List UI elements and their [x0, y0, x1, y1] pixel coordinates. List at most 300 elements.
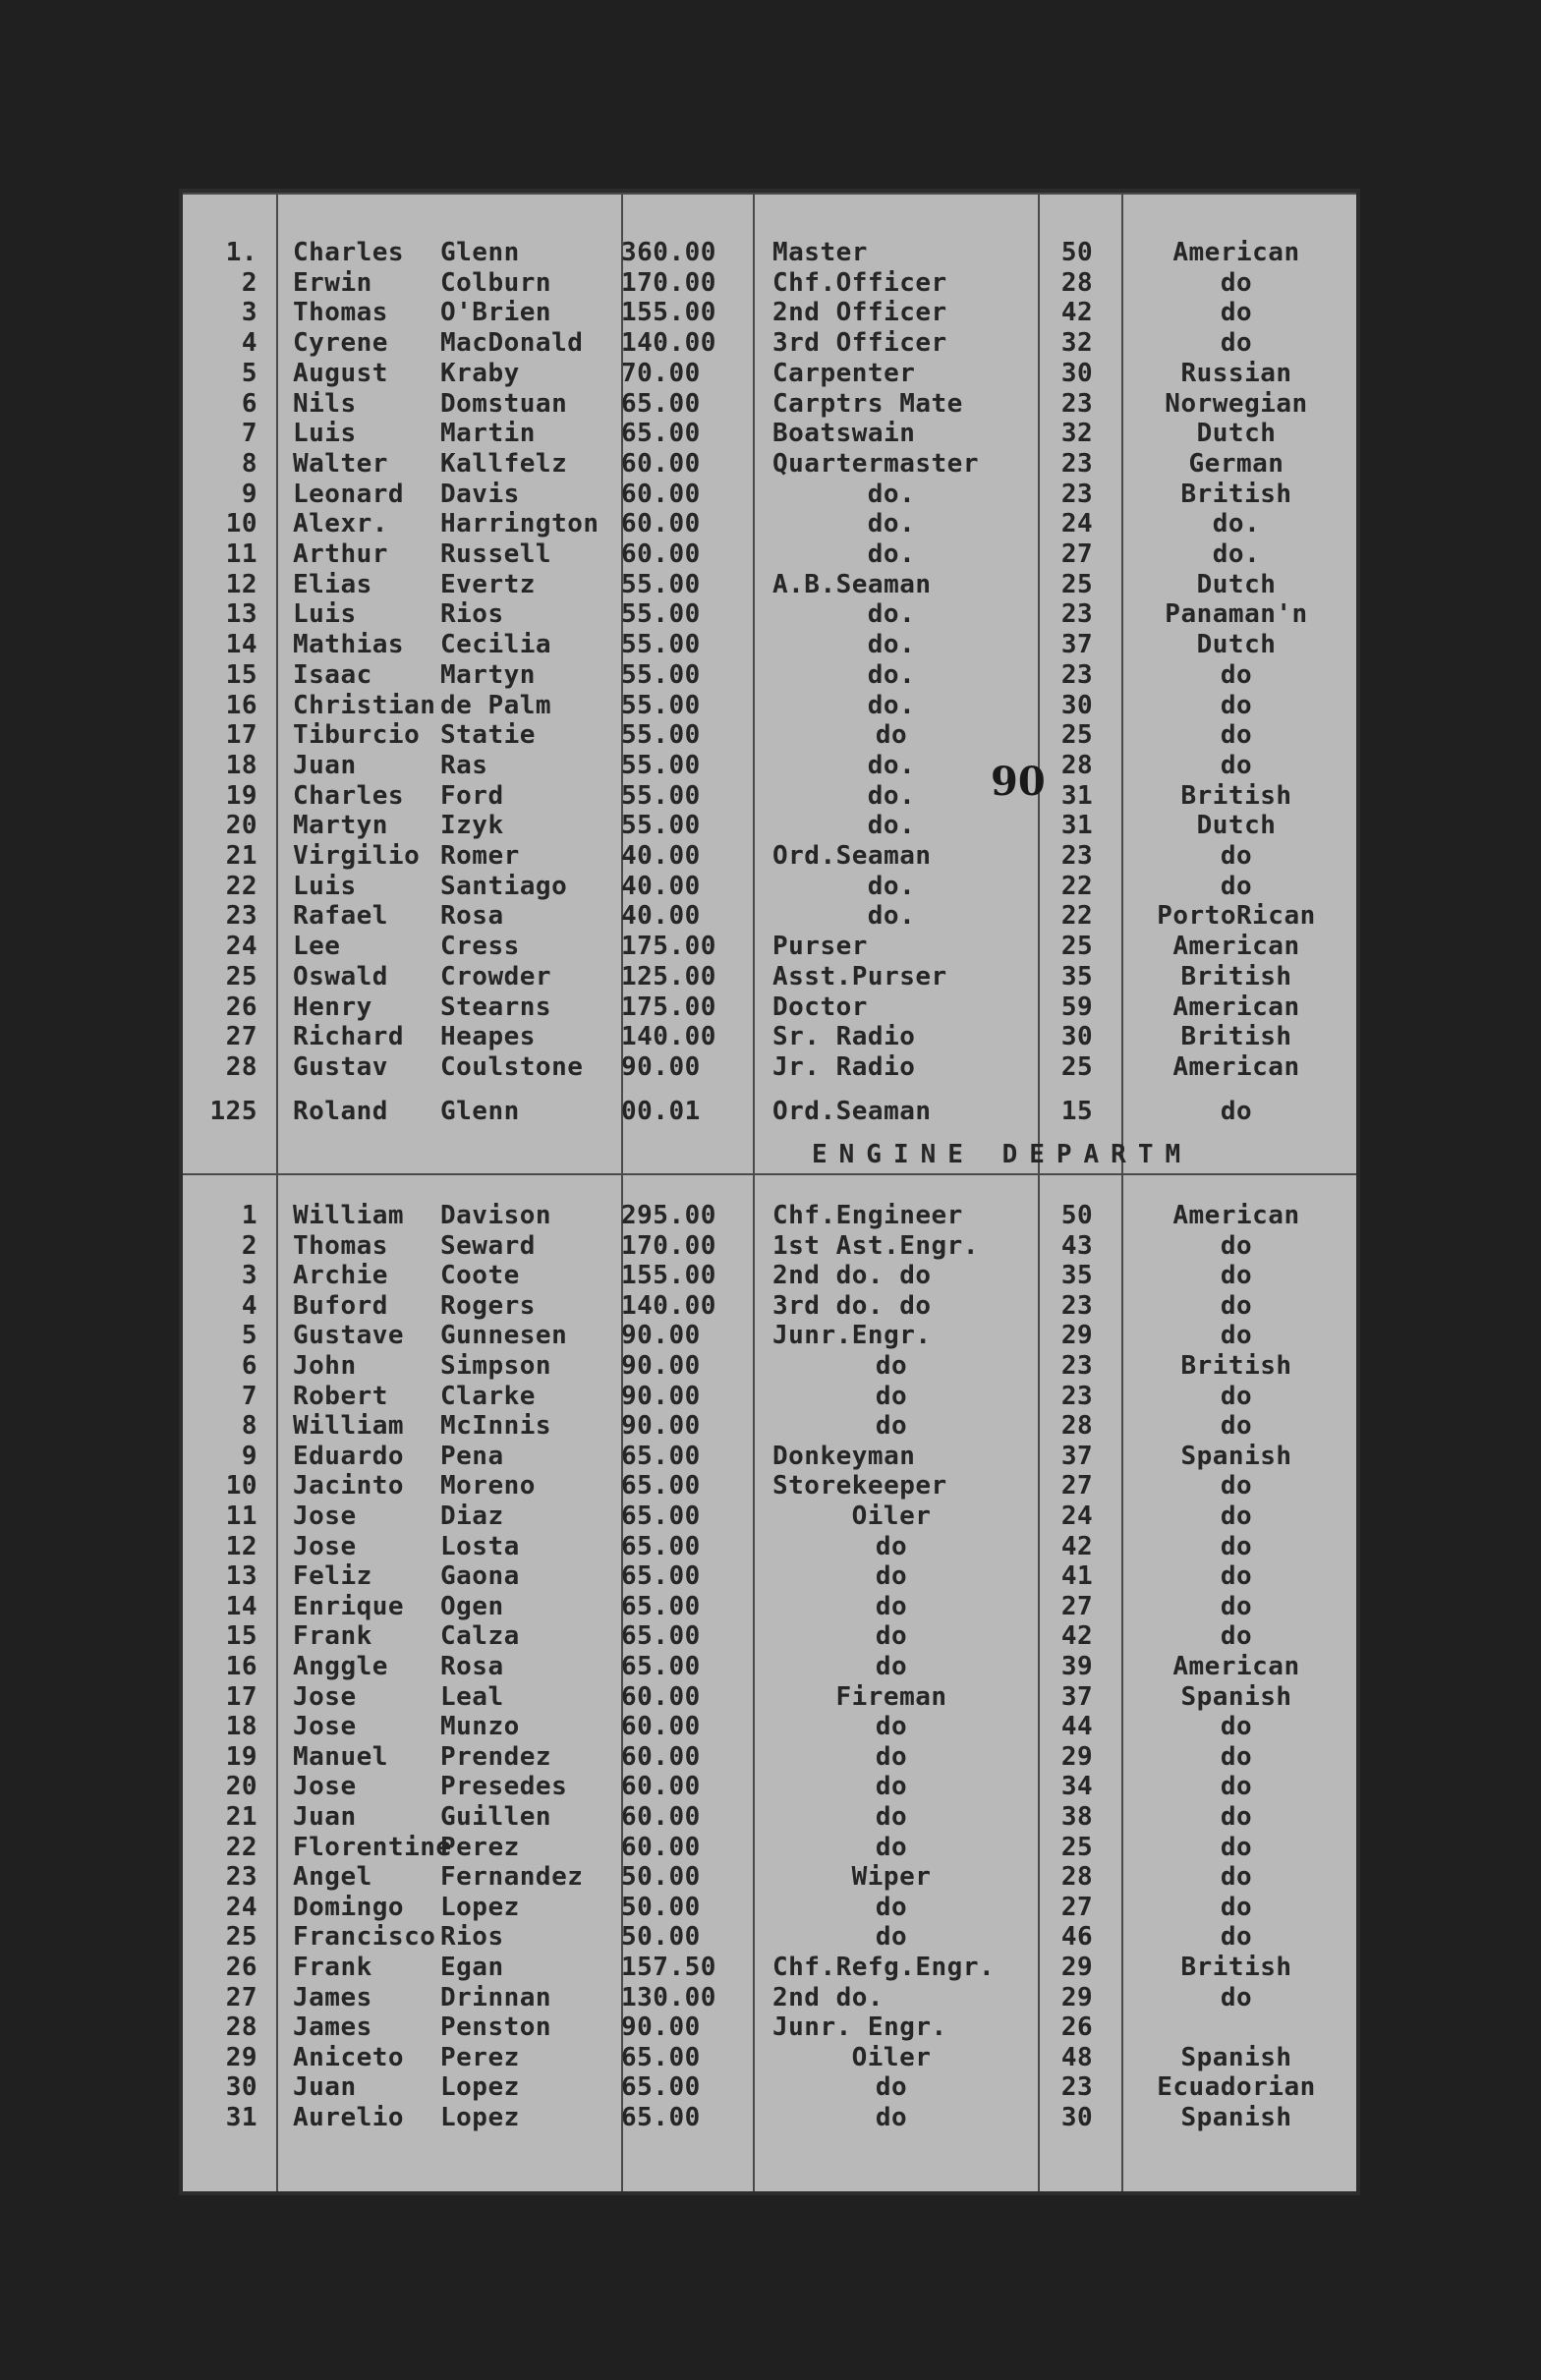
rating: do	[875, 2072, 908, 2103]
crew-number: 22	[225, 871, 257, 901]
crew-number: 5	[241, 358, 257, 388]
nationality: do	[1220, 1621, 1253, 1652]
age: 29	[1060, 1321, 1094, 1351]
crew-row	[183, 1893, 1356, 1922]
crew-row	[183, 480, 1356, 509]
rating: do	[875, 1621, 908, 1652]
first-name: Luis	[293, 871, 357, 901]
age: 28	[1060, 267, 1094, 298]
crew-number: 24	[225, 1892, 257, 1922]
rating: do	[875, 1411, 908, 1442]
crew-number: 28	[225, 2012, 257, 2043]
crew-number: 10	[225, 1471, 257, 1502]
age: 23	[1060, 1381, 1094, 1411]
crew-number: 125	[209, 1096, 257, 1126]
rating: Chf.Officer	[772, 267, 947, 298]
crew-number: 25	[225, 1922, 257, 1953]
nationality: British	[1180, 479, 1292, 509]
nationality: Norwegian	[1165, 388, 1308, 419]
rating: Boatswain	[772, 419, 916, 449]
last-name: Lopez	[440, 2072, 520, 2103]
monthly-wage: 65.00	[621, 1621, 701, 1652]
rating: do	[875, 1652, 908, 1681]
nationality: do	[1220, 1802, 1253, 1832]
first-name: Feliz	[293, 1561, 372, 1592]
rating: Fireman	[835, 1681, 947, 1712]
rating: do	[875, 2103, 908, 2132]
nationality: do	[1220, 720, 1253, 751]
age: 24	[1060, 1502, 1094, 1531]
crew-number: 1.	[225, 238, 257, 267]
crew-row	[183, 1351, 1356, 1381]
age: 28	[1060, 1862, 1094, 1893]
last-name: Cress	[440, 932, 520, 962]
nationality: do	[1220, 1471, 1253, 1502]
last-name: McInnis	[440, 1411, 552, 1442]
monthly-wage: 90.00	[621, 1411, 701, 1442]
crew-row	[183, 1022, 1356, 1051]
age: 48	[1060, 2042, 1094, 2072]
first-name: Walter	[293, 448, 388, 479]
first-name: Anggle	[293, 1652, 388, 1681]
age: 22	[1060, 901, 1094, 932]
monthly-wage: 60.00	[621, 509, 701, 539]
crew-row	[183, 691, 1356, 720]
first-name: Alexr.	[293, 509, 388, 539]
rating: do	[875, 1591, 908, 1621]
crew-number: 20	[225, 1772, 257, 1802]
first-name: Arthur	[293, 539, 388, 569]
rating: do.	[867, 811, 916, 841]
crew-row	[183, 1231, 1356, 1261]
age: 42	[1060, 298, 1094, 328]
nationality: do.	[1212, 509, 1261, 539]
crew-row	[183, 720, 1356, 750]
last-name: Perez	[440, 2042, 520, 2072]
crew-number: 13	[225, 599, 257, 630]
rating: do	[875, 1351, 908, 1381]
monthly-wage: 50.00	[621, 1862, 701, 1893]
monthly-wage: 65.00	[621, 2072, 701, 2103]
rating: Purser	[772, 932, 868, 962]
rating: 1st Ast.Engr.	[772, 1230, 979, 1261]
nationality: do	[1220, 1892, 1253, 1922]
section-rule	[183, 1173, 1356, 1175]
rating: Chf.Refg.Engr.	[772, 1953, 996, 1982]
last-name: MacDonald	[440, 328, 584, 359]
nationality: British	[1180, 780, 1292, 811]
nationality: do	[1220, 1982, 1253, 2012]
first-name: Gustave	[293, 1321, 405, 1351]
rating: Asst.Purser	[772, 961, 947, 992]
nationality: do	[1220, 841, 1253, 871]
last-name: Munzo	[440, 1712, 520, 1742]
crew-row	[183, 1772, 1356, 1801]
monthly-wage: 65.00	[621, 388, 701, 419]
nationality: do	[1220, 328, 1253, 359]
crew-row	[183, 1983, 1356, 2012]
nationality: Spanish	[1180, 1441, 1292, 1471]
crew-number: 24	[225, 932, 257, 962]
rating: do	[875, 1802, 908, 1832]
crew-number: 31	[225, 2103, 257, 2132]
crew-row	[183, 449, 1356, 479]
monthly-wage: 55.00	[621, 599, 701, 630]
first-name: Thomas	[293, 1230, 388, 1261]
first-name: Domingo	[293, 1892, 405, 1922]
age: 37	[1060, 630, 1094, 660]
nationality: American	[1172, 1051, 1300, 1082]
age: 32	[1060, 328, 1094, 359]
last-name: Rosa	[440, 1652, 504, 1681]
age: 37	[1060, 1681, 1094, 1712]
crew-row	[183, 389, 1356, 419]
nationality: Spanish	[1180, 2103, 1292, 2132]
crew-number: 6	[241, 1351, 257, 1381]
monthly-wage: 65.00	[621, 1502, 701, 1531]
nationality: American	[1172, 932, 1300, 962]
first-name: Henry	[293, 992, 372, 1022]
rating: do.	[867, 901, 916, 932]
first-name: Nils	[293, 388, 357, 419]
age: 31	[1060, 811, 1094, 841]
crew-number: 21	[225, 841, 257, 871]
crew-number: 14	[225, 1591, 257, 1621]
monthly-wage: 140.00	[621, 1290, 716, 1321]
age: 30	[1060, 1022, 1094, 1052]
last-name: Ogen	[440, 1591, 504, 1621]
monthly-wage: 140.00	[621, 328, 716, 359]
last-name: Lopez	[440, 2103, 520, 2132]
age: 41	[1060, 1561, 1094, 1592]
first-name: Charles	[293, 780, 405, 811]
age: 25	[1060, 569, 1094, 599]
crew-number: 3	[241, 1261, 257, 1291]
crew-row	[183, 1502, 1356, 1531]
age: 39	[1060, 1652, 1094, 1681]
last-name: Russell	[440, 539, 552, 569]
nationality: do	[1220, 1832, 1253, 1862]
last-name: Drinnan	[440, 1982, 552, 2012]
nationality: Dutch	[1196, 569, 1277, 599]
last-name: Penston	[440, 2012, 552, 2043]
crew-row	[183, 328, 1356, 358]
engine-department-header: ENGINE DEPARTM	[812, 1140, 1193, 1169]
crew-row	[183, 238, 1356, 267]
crew-row	[183, 630, 1356, 659]
crew-number: 26	[225, 1953, 257, 1982]
crew-row	[183, 1411, 1356, 1441]
last-name: Gunnesen	[440, 1321, 568, 1351]
crew-number: 27	[225, 1022, 257, 1052]
last-name: Lopez	[440, 1892, 520, 1922]
nationality: do	[1220, 690, 1253, 720]
age: 27	[1060, 1471, 1094, 1502]
first-name: Jose	[293, 1502, 357, 1531]
monthly-wage: 175.00	[621, 932, 716, 962]
last-name: Glenn	[440, 1096, 520, 1126]
rating: Junr.Engr.	[772, 1321, 932, 1351]
age: 44	[1060, 1712, 1094, 1742]
monthly-wage: 65.00	[621, 1561, 701, 1592]
monthly-wage: 50.00	[621, 1892, 701, 1922]
last-name: Romer	[440, 841, 520, 871]
crew-row	[183, 1442, 1356, 1471]
crew-row	[183, 1561, 1356, 1591]
age: 23	[1060, 659, 1094, 690]
last-name: Heapes	[440, 1022, 536, 1052]
nationality: German	[1188, 448, 1284, 479]
age: 29	[1060, 1982, 1094, 2012]
last-name: Harrington	[440, 509, 599, 539]
age: 29	[1060, 1953, 1094, 1982]
crew-number: 23	[225, 901, 257, 932]
last-name: Kallfelz	[440, 448, 568, 479]
first-name: Juan	[293, 2072, 357, 2103]
first-name: Jose	[293, 1681, 357, 1712]
crew-row	[183, 509, 1356, 538]
first-name: Cyrene	[293, 328, 388, 359]
first-name: Virgilio	[293, 841, 421, 871]
nationality: do	[1220, 1411, 1253, 1442]
age: 28	[1060, 750, 1094, 780]
rating: do.	[867, 659, 916, 690]
nationality: do	[1220, 659, 1253, 690]
first-name: Mathias	[293, 630, 405, 660]
crew-row	[183, 1922, 1356, 1952]
first-name: Leonard	[293, 479, 405, 509]
rating: Ord.Seaman	[772, 1096, 932, 1126]
monthly-wage: 50.00	[621, 1922, 701, 1953]
first-name: Oswald	[293, 961, 388, 992]
crew-row	[183, 539, 1356, 569]
monthly-wage: 40.00	[621, 841, 701, 871]
age: 59	[1060, 992, 1094, 1022]
nationality: Spanish	[1180, 2042, 1292, 2072]
rating: Storekeeper	[772, 1471, 947, 1502]
crew-row	[183, 1953, 1356, 1982]
rating: Doctor	[772, 992, 868, 1022]
monthly-wage: 175.00	[621, 992, 716, 1022]
crew-number: 4	[241, 328, 257, 359]
last-name: Crowder	[440, 961, 552, 992]
last-name: Colburn	[440, 267, 552, 298]
rating: Jr. Radio	[772, 1051, 916, 1082]
first-name: Buford	[293, 1290, 388, 1321]
monthly-wage: 60.00	[621, 1741, 701, 1772]
first-name: Jacinto	[293, 1471, 405, 1502]
crew-number: 11	[225, 539, 257, 569]
nationality: do	[1220, 1591, 1253, 1621]
last-name: Gaona	[440, 1561, 520, 1592]
age: 32	[1060, 419, 1094, 449]
age: 25	[1060, 1832, 1094, 1862]
nationality: British	[1180, 1953, 1292, 1982]
monthly-wage: 60.00	[621, 479, 701, 509]
first-name: Juan	[293, 1802, 357, 1832]
last-name: Calza	[440, 1621, 520, 1652]
last-name: Egan	[440, 1953, 504, 1982]
crew-row	[183, 660, 1356, 690]
crew-number: 8	[241, 448, 257, 479]
first-name: James	[293, 1982, 372, 2012]
monthly-wage: 90.00	[621, 1051, 701, 1082]
age: 46	[1060, 1922, 1094, 1953]
monthly-wage: 60.00	[621, 448, 701, 479]
last-name: Izyk	[440, 811, 504, 841]
first-name: Luis	[293, 599, 357, 630]
nationality: American	[1172, 1201, 1300, 1230]
last-name: Martin	[440, 419, 536, 449]
last-name: Rios	[440, 1922, 504, 1953]
crew-row	[183, 570, 1356, 599]
monthly-wage: 90.00	[621, 1321, 701, 1351]
age: 22	[1060, 871, 1094, 901]
monthly-wage: 90.00	[621, 1351, 701, 1381]
crew-number: 13	[225, 1561, 257, 1592]
rating: do	[875, 1892, 908, 1922]
nationality: Dutch	[1196, 419, 1277, 449]
crew-row	[183, 1382, 1356, 1411]
age: 50	[1060, 238, 1094, 267]
crew-number: 6	[241, 388, 257, 419]
nationality: American	[1172, 238, 1300, 267]
age: 34	[1060, 1772, 1094, 1802]
first-name: Aniceto	[293, 2042, 405, 2072]
crew-number: 3	[241, 298, 257, 328]
first-name: Charles	[293, 238, 405, 267]
crew-list-sheet	[183, 193, 1356, 2191]
age: 23	[1060, 599, 1094, 630]
rating: Carpenter	[772, 358, 916, 388]
monthly-wage: 00.01	[621, 1096, 701, 1126]
nationality: British	[1180, 1022, 1292, 1052]
crew-row	[183, 298, 1356, 327]
crew-row	[183, 1532, 1356, 1561]
rating: Master	[772, 238, 868, 267]
age: 25	[1060, 932, 1094, 962]
nationality: British	[1180, 961, 1292, 992]
crew-row	[183, 2043, 1356, 2072]
rating: Quartermaster	[772, 448, 979, 479]
rating: 3rd do. do	[772, 1290, 932, 1321]
crew-number: 14	[225, 630, 257, 660]
crew-row	[183, 1621, 1356, 1651]
crew-row	[183, 1833, 1356, 1862]
age: 43	[1060, 1230, 1094, 1261]
first-name: Luis	[293, 419, 357, 449]
crew-number: 15	[225, 1621, 257, 1652]
crew-number: 25	[225, 961, 257, 992]
crew-number: 18	[225, 1712, 257, 1742]
rating: do	[875, 1381, 908, 1411]
monthly-wage: 55.00	[621, 659, 701, 690]
age: 30	[1060, 690, 1094, 720]
crew-number: 28	[225, 1051, 257, 1082]
age: 35	[1060, 1261, 1094, 1291]
rating: A.B.Seaman	[772, 569, 932, 599]
last-name: Moreno	[440, 1471, 536, 1502]
last-name: Domstuan	[440, 388, 568, 419]
monthly-wage: 65.00	[621, 2042, 701, 2072]
first-name: Richard	[293, 1022, 405, 1052]
nationality: do	[1220, 1381, 1253, 1411]
rating: do	[875, 1712, 908, 1742]
first-name: Jose	[293, 1712, 357, 1742]
nationality: Panaman'n	[1165, 599, 1308, 630]
monthly-wage: 60.00	[621, 1712, 701, 1742]
crew-row	[183, 1097, 1356, 1126]
crew-number: 29	[225, 2042, 257, 2072]
first-name: James	[293, 2012, 372, 2043]
nationality: American	[1172, 1652, 1300, 1681]
age: 24	[1060, 509, 1094, 539]
crew-row	[183, 1291, 1356, 1321]
monthly-wage: 55.00	[621, 811, 701, 841]
age: 23	[1060, 479, 1094, 509]
nationality: do	[1220, 1772, 1253, 1802]
age: 23	[1060, 448, 1094, 479]
last-name: de Palm	[440, 690, 552, 720]
first-name: Elias	[293, 569, 372, 599]
last-name: Losta	[440, 1531, 520, 1561]
first-name: Robert	[293, 1381, 388, 1411]
crew-number: 2	[241, 1230, 257, 1261]
monthly-wage: 155.00	[621, 298, 716, 328]
crew-row	[183, 599, 1356, 629]
age: 26	[1060, 2012, 1094, 2043]
nationality: do	[1220, 1561, 1253, 1592]
age: 31	[1060, 780, 1094, 811]
monthly-wage: 70.00	[621, 358, 701, 388]
age: 25	[1060, 720, 1094, 751]
rating: 3rd Officer	[772, 328, 947, 359]
crew-row	[183, 1052, 1356, 1082]
first-name: Rafael	[293, 901, 388, 932]
first-name: Martyn	[293, 811, 388, 841]
nationality: do	[1220, 1531, 1253, 1561]
last-name: Clarke	[440, 1381, 536, 1411]
crew-number: 20	[225, 811, 257, 841]
rating: do.	[867, 630, 916, 660]
crew-row	[183, 1862, 1356, 1892]
margin-mark: 90	[991, 759, 1046, 805]
crew-number: 11	[225, 1502, 257, 1531]
crew-number: 9	[241, 1441, 257, 1471]
rating: Junr. Engr.	[772, 2012, 947, 2043]
monthly-wage: 65.00	[621, 1652, 701, 1681]
first-name: Gustav	[293, 1051, 388, 1082]
crew-row	[183, 1592, 1356, 1621]
crew-row	[183, 811, 1356, 840]
nationality: do	[1220, 1712, 1253, 1742]
crew-number: 23	[225, 1862, 257, 1893]
last-name: Kraby	[440, 358, 520, 388]
last-name: Coulstone	[440, 1051, 584, 1082]
nationality: do	[1220, 267, 1253, 298]
rating: 2nd do.	[772, 1982, 885, 2012]
crew-row	[183, 1682, 1356, 1712]
crew-row	[183, 992, 1356, 1022]
last-name: Pena	[440, 1441, 504, 1471]
monthly-wage: 295.00	[621, 1201, 716, 1230]
crew-number: 21	[225, 1802, 257, 1832]
first-name: William	[293, 1201, 405, 1230]
first-name: Erwin	[293, 267, 372, 298]
monthly-wage: 360.00	[621, 238, 716, 267]
nationality: do	[1220, 1862, 1253, 1893]
age: 37	[1060, 1441, 1094, 1471]
